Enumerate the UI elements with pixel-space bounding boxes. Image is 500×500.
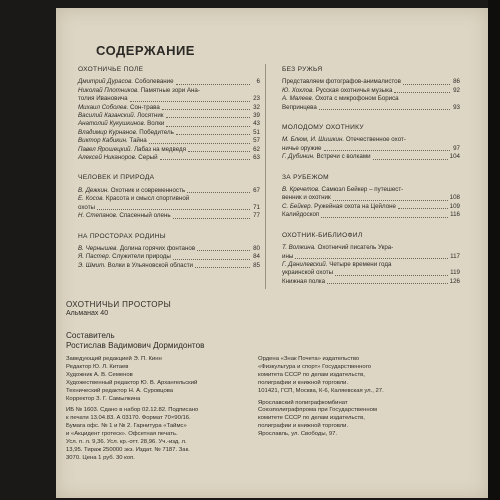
entry-author: А. Малеев. [282, 95, 314, 103]
toc-section [282, 124, 460, 162]
page-number: 84 [253, 253, 260, 261]
entry-author: Г. Дубинин. [282, 153, 315, 161]
page-number: 85 [253, 261, 260, 269]
entry-title: Лабаз на медведя [133, 145, 186, 153]
credit-line: и «Акцидент гротеск». Офсетная печать. [66, 431, 178, 438]
series-title: ОХОТНИЧЬИ ПРОСТОРЫ [66, 300, 172, 309]
dot-leader [321, 217, 448, 218]
entry-title: Встречи с волками [316, 153, 371, 161]
entry-author: Анатолий Кукушкинов. [78, 120, 146, 128]
entry-text [78, 95, 128, 103]
almanac-number: Альманах 40 [66, 310, 109, 317]
toc-entry [78, 112, 260, 120]
credit-line: полиграфии и книжной торговли. [258, 423, 349, 430]
entry-author: Василий Казанский. [78, 112, 136, 120]
entry-text [282, 253, 293, 261]
credit-line: Усл. п. л. 9,36. Усл. кр.-отт. 28,96. Уч.-изд. л. [66, 439, 187, 446]
entry-text [282, 269, 333, 277]
toc-entry [282, 104, 460, 112]
entry-title: Волки [147, 120, 165, 128]
entry-text [282, 136, 406, 144]
entry-author: Э. Шмит. [78, 261, 106, 269]
entry-title: Вепринцева [282, 103, 317, 111]
toc-entry [78, 262, 260, 270]
entry-author: Ю. Хохлов. [282, 86, 315, 94]
entry-author: Алексей Никаноров. [78, 154, 137, 162]
dot-leader [187, 192, 250, 193]
entry-text [78, 253, 171, 261]
credit-line: полиграфии и книжной торговли. [258, 379, 349, 386]
section-title: ОХОТНИК-БИБЛИОФИЛ [282, 231, 363, 239]
dot-leader [195, 267, 250, 268]
entry-author: Дмитрий Дурасов. [78, 78, 134, 86]
toc-entry [282, 194, 460, 202]
dot-leader [149, 143, 250, 144]
page-number: 92 [453, 86, 460, 94]
entry-text [78, 120, 164, 128]
toc-entry [282, 136, 460, 144]
entry-author: Т. Волжина. [282, 244, 316, 252]
page-number: 104 [449, 153, 460, 161]
entry-title: Волки в Ульяновской области [107, 261, 193, 269]
page-number: 6 [256, 78, 260, 86]
entry-text [282, 104, 317, 112]
page-number: 77 [253, 212, 260, 220]
section-title: МОЛОДОМУ ОХОТНИКУ [282, 124, 364, 132]
toc-entry [282, 253, 460, 261]
entry-text [282, 244, 393, 252]
entry-title: Спасенный олень [119, 212, 171, 220]
toc-left-column [78, 66, 260, 282]
toc-entry [78, 212, 260, 220]
credit-line: к печати 13.04.83. А 03170. Формат 70×90/16. [66, 415, 191, 422]
credit-line: Бумага офс. № 1 и № 2. Гарнитура «Таймс» [66, 423, 187, 430]
toc-entry [282, 95, 460, 103]
compiler-label: Составитель [66, 331, 115, 340]
page-number: 63 [253, 154, 260, 162]
section-title: НА ПРОСТОРАХ РОДИНЫ [78, 232, 166, 240]
entry-text [78, 112, 164, 120]
credit-line: Художественный редактор Ю. В. Архангельский [66, 379, 198, 386]
entry-text [78, 262, 193, 270]
entry-title: Серый [138, 154, 158, 162]
toc-entry [282, 211, 460, 219]
entry-title: Служители природы [112, 253, 171, 261]
toc-entry [78, 154, 260, 162]
entry-text [282, 95, 399, 103]
toc-entry [78, 137, 260, 145]
toc-entry [78, 87, 260, 95]
toc-entry [78, 195, 260, 203]
credit-line: комитете СССР по делам издательств, [258, 415, 365, 422]
dot-leader [188, 151, 250, 152]
toc-entry [78, 187, 260, 195]
entry-title: Долина горячих фонтанов [119, 244, 196, 252]
credit-line: комитета СССР по делам издательств, [258, 371, 365, 378]
entry-author: Владимир Курнанов. [78, 128, 138, 136]
toc-entry [282, 153, 460, 161]
entry-text [78, 195, 189, 203]
dot-leader [319, 109, 450, 110]
entry-author: В. Чернышев. [78, 244, 119, 252]
entry-title: Представляем фотографов-анималистов [282, 78, 401, 86]
toc-entry [282, 87, 460, 95]
entry-text [282, 194, 331, 202]
toc-section [282, 66, 460, 112]
entry-title: ины [282, 252, 294, 260]
page-number: 67 [253, 186, 260, 194]
entry-text [78, 129, 174, 137]
page-number: 86 [453, 78, 460, 86]
credit-line: Корректор З. Г. Самылкина [66, 395, 141, 402]
toc-entry [78, 120, 260, 128]
entry-author: В. Кречетов. [282, 186, 320, 194]
page-number: 116 [450, 211, 460, 219]
page-number: 39 [253, 112, 260, 120]
credit-line: 3070. Цена 1 руб. 30 коп. [66, 454, 135, 461]
toc-entry [78, 245, 260, 253]
entry-author: Н. Степанов. [78, 212, 118, 220]
page-number: 119 [450, 269, 460, 277]
entry-author: В. Дежкин. [78, 186, 110, 194]
entry-text [78, 137, 147, 145]
toc-entry [78, 104, 260, 112]
credits-left [66, 356, 242, 463]
page-number: 126 [449, 277, 460, 285]
toc-entry [282, 186, 460, 194]
dot-leader [324, 150, 451, 151]
entry-title: Четыре времени года [329, 260, 392, 268]
dot-leader [130, 101, 250, 102]
credit-line: Ордена «Знак Почета» издательство [258, 356, 360, 362]
toc-section [78, 233, 260, 271]
entry-author: Павел Ярошецкий. [78, 145, 133, 153]
entry-text [282, 261, 391, 269]
toc-entry [282, 261, 460, 269]
entry-title: украинской охоты [282, 269, 334, 277]
credit-line: Художник А. В. Семенов [66, 371, 133, 378]
dot-leader [394, 92, 450, 93]
entry-text [282, 87, 392, 95]
page-number: 109 [449, 202, 460, 210]
entry-text [78, 245, 195, 253]
entry-title: Сон-трава [130, 103, 160, 111]
credit-line: ИБ № 1603. Сдано в набор 02.12.82. Подписано [66, 407, 199, 414]
credit-line: Ярославский полиграфкомбинат [258, 399, 348, 406]
entry-author: Е. Косов. [78, 195, 105, 203]
page-number: 80 [253, 244, 260, 252]
entry-title: Самюэл Бейкер – путешест- [321, 186, 404, 194]
toc-entry [78, 146, 260, 154]
toc-entry [282, 244, 460, 252]
entry-title: венник и охотник [282, 194, 331, 202]
credit-line: «Физкультура и спорт» Государственного [258, 363, 371, 370]
page-number: 71 [253, 203, 260, 211]
entry-title: Охота с микрофоном Бориса [315, 95, 399, 103]
toc-title: СОДЕРЖАНИЕ [96, 43, 195, 58]
entry-title: охоты [78, 203, 95, 211]
entry-author: Виктор Кабикин. [78, 137, 128, 145]
toc-section [282, 174, 460, 220]
entry-text [282, 145, 322, 153]
page-number: 51 [253, 128, 260, 136]
dot-leader [176, 84, 250, 85]
entry-title: толия Ивановича [78, 95, 128, 103]
credit-line: Ярославль, ул. Свободы, 97. [258, 431, 338, 438]
entry-title: Калийдоскоп [282, 211, 320, 219]
entry-text [282, 211, 319, 219]
toc-entry [282, 78, 460, 86]
entry-author: Я. Пастер. [78, 253, 111, 261]
entry-text [282, 278, 325, 286]
credit-line: 13,95. Тираж 250000 экз. Издат. № 7187. Зак. [66, 446, 190, 453]
dot-leader [160, 159, 250, 160]
toc-entry [78, 78, 260, 86]
dot-leader [176, 134, 250, 135]
entry-title: Победитель [139, 128, 174, 136]
page-number: 23 [253, 95, 260, 103]
entry-title: Памятные зори Ана- [140, 86, 200, 94]
page-number: 43 [253, 120, 260, 128]
entry-title: Ружейная охота на Цейлоне [314, 202, 396, 210]
entry-text [78, 104, 160, 112]
section-title: ОХОТНИЧЬЕ ПОЛЕ [78, 66, 144, 73]
entry-text [78, 146, 186, 154]
dot-leader [162, 109, 250, 110]
credit-line: Редактор Ю. Л. Китаев [66, 363, 129, 370]
dot-leader [403, 84, 450, 85]
dot-leader [295, 258, 448, 259]
dot-leader [197, 250, 250, 251]
toc-right-column [282, 66, 460, 298]
dot-leader [398, 208, 448, 209]
entry-title: ничье оружие [282, 144, 322, 152]
entry-text [78, 212, 171, 220]
dot-leader [166, 117, 250, 118]
section-title: ЗА РУБЕЖОМ [282, 173, 329, 181]
column-divider [265, 64, 266, 289]
page-edge-shadow [488, 0, 500, 500]
entry-text [78, 87, 200, 95]
entry-title: Отечественное охот- [345, 136, 406, 144]
dot-leader [173, 259, 250, 260]
entry-title: Тайна [129, 137, 147, 145]
page-number: 117 [450, 252, 460, 260]
credit-line: Технический редактор Н. А. Суровцова [66, 387, 174, 394]
toc-section [78, 66, 260, 162]
dot-leader [373, 159, 448, 160]
page-number: 57 [253, 137, 260, 145]
toc-entry [282, 145, 460, 153]
toc-entry [282, 269, 460, 277]
toc-entry [282, 278, 460, 286]
entry-title: Красота и смысл спортивной [105, 195, 190, 203]
entry-author: М. Блюм, И. Шишкин. [282, 136, 345, 144]
page-number: 32 [253, 103, 260, 111]
dot-leader [335, 275, 448, 276]
dot-leader [333, 200, 448, 201]
credit-line: Заведующий редакцией Э. П. Кинн [66, 356, 162, 362]
entry-text [282, 203, 396, 211]
entry-title: Русская охотничья музыка [315, 86, 393, 94]
entry-text [78, 154, 158, 162]
toc-entry [282, 203, 460, 211]
entry-title: Охотник и современность [110, 186, 186, 194]
entry-title: Охотничий писатель Укра- [317, 244, 394, 252]
toc-section [282, 232, 460, 286]
credits-right [258, 356, 458, 439]
page-number: 97 [453, 144, 460, 152]
entry-text [282, 78, 401, 86]
section-title: БЕЗ РУЖЬЯ [282, 66, 323, 73]
entry-text [282, 153, 371, 161]
toc-entry [78, 204, 260, 212]
entry-author: Г. Данилевский. [282, 260, 328, 268]
compiler-name: Ростислав Вадимович Дормидонтов [66, 341, 205, 350]
page-number: 93 [453, 103, 460, 111]
toc-entry [78, 95, 260, 103]
entry-author: Михаил Соболев. [78, 103, 129, 111]
page-number: 108 [449, 194, 460, 202]
toc-entry [78, 253, 260, 261]
dot-leader [166, 126, 250, 127]
credit-line: 101421, ГСП, Москва, К-6, Каляевская ул., 27. [258, 387, 384, 394]
entry-text [78, 187, 185, 195]
section-title: ЧЕЛОВЕК И ПРИРОДА [78, 174, 155, 182]
entry-text [282, 186, 403, 194]
toc-entry [78, 129, 260, 137]
entry-title: Лосятник [137, 112, 164, 120]
entry-author: Николай Плотников. [78, 86, 139, 94]
imprint-block [66, 300, 466, 350]
toc-section [78, 174, 260, 220]
credit-line: Союзполиграфпрома при Государственном [258, 407, 377, 414]
entry-title: Соболевание [134, 78, 174, 86]
dot-leader [97, 209, 250, 210]
entry-title: Книжная полка [282, 277, 326, 285]
entry-author: С. Бейкер. [282, 202, 313, 210]
dot-leader [327, 283, 448, 284]
page-number: 62 [253, 145, 260, 153]
entry-text [78, 204, 95, 212]
entry-text [78, 78, 174, 86]
dot-leader [173, 218, 250, 219]
